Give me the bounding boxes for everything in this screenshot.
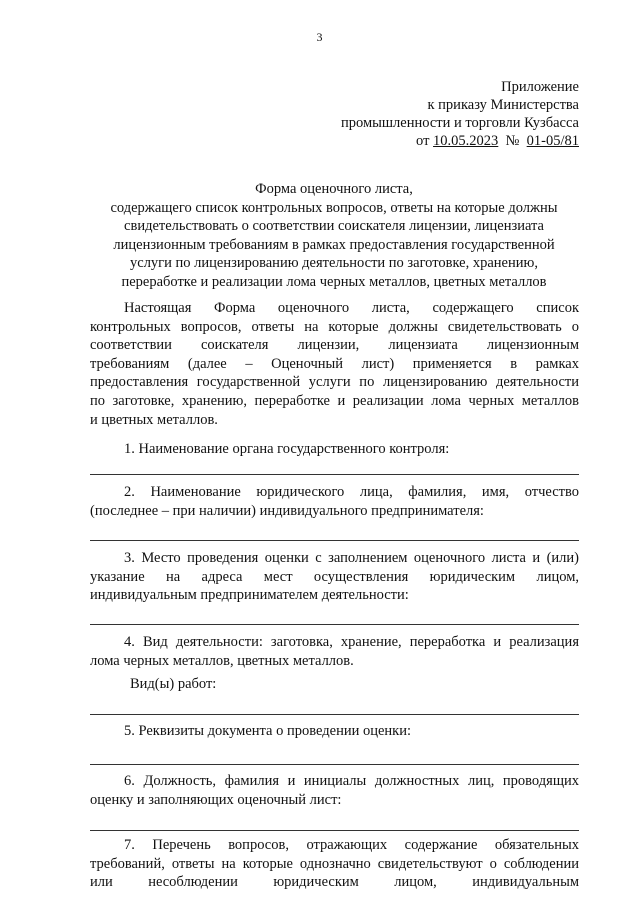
item-5-line: 5. Реквизиты документа о проведении оценки: <box>124 723 412 739</box>
intro-line: требованиям (далее – Оценочный лист) применяется в рамках <box>90 355 579 372</box>
intro-line: контрольных вопросов, ответы на которые должны свидетельствовать о <box>90 318 579 335</box>
item-2 <box>90 483 579 520</box>
fill-line-3 <box>90 624 579 625</box>
item-1-line: 1. Наименование органа государственного контроля: <box>124 441 450 457</box>
date-prefix: от <box>416 133 430 149</box>
appendix-line-1: Приложение <box>501 79 579 95</box>
order-number: 01-05/81 <box>526 133 579 149</box>
item-3-line: индивидуальным предпринимателем деятельности: <box>90 587 409 604</box>
appendix-block <box>341 78 579 150</box>
intro-paragraph <box>90 299 579 429</box>
number-sign: № <box>505 133 520 149</box>
appendix-date-line <box>341 132 579 150</box>
intro-line: и цветных металлов. <box>90 411 218 428</box>
item-6-line: оценку и заполняющих оценочный лист: <box>90 791 342 808</box>
title-line: переработке и реализации лома черных металлов, цветных металлов <box>121 273 547 290</box>
item-3 <box>90 549 579 605</box>
works-label: Вид(ы) работ: <box>130 676 217 692</box>
item-2-line: (последнее – при наличии) индивидуального предпринимателя: <box>90 502 484 519</box>
item-4 <box>90 633 579 670</box>
item-7-line: 7. Перечень вопросов, отражающих содержание обязательных <box>124 837 579 853</box>
item-3-line: 3. Место проведения оценки с заполнением оценочного листа и (или) <box>124 550 579 566</box>
title-line: свидетельствовать о соответствии соискателя лицензии, лицензиата <box>124 218 544 235</box>
order-date: 10.05.2023 <box>433 133 499 149</box>
title-line: лицензионным требованиям в рамках предоставления государственной <box>113 236 555 253</box>
appendix-line-3: промышленности и торговли Кузбасса <box>340 115 579 131</box>
item-5 <box>90 722 579 741</box>
item-4-line: 4. Вид деятельности: заготовка, хранение, переработка и реализация <box>124 634 579 650</box>
item-4-works <box>90 675 579 694</box>
item-7-line: или несоблюдении юридическим лицом, индивидуальным <box>90 874 579 891</box>
fill-line-4 <box>90 714 579 715</box>
item-6 <box>90 772 579 809</box>
intro-line: по заготовке, хранению, переработке и реализации лома черных металлов <box>90 392 579 409</box>
appendix-line-2: к приказу Министерства <box>427 97 579 113</box>
fill-line-5 <box>90 764 579 765</box>
title-line: Форма оценочного листа, <box>255 181 413 197</box>
item-6-line: 6. Должность, фамилия и инициалы должностных лиц, проводящих <box>124 773 579 789</box>
fill-line-1 <box>90 474 579 475</box>
intro-line: соответствии соискателя лицензии, лицензиата лицензионным <box>90 337 579 354</box>
intro-line: Настоящая Форма оценочного листа, содержащего список <box>124 300 579 316</box>
item-3-line: указание на адреса мест осуществления юридическим лицом, <box>90 568 579 585</box>
fill-line-6 <box>90 830 579 831</box>
intro-line: предоставления государственной услуги по лицензированию деятельности <box>90 374 579 391</box>
page-number: 3 <box>316 30 323 44</box>
title-line: услуги по лицензированию деятельности по заготовке, хранению, <box>130 255 538 272</box>
item-1 <box>90 440 579 459</box>
title-line: содержащего список контрольных вопросов, ответы на которые должны <box>110 199 558 216</box>
fill-line-2 <box>90 540 579 541</box>
item-4-line: лома черных металлов, цветных металлов. <box>90 652 354 669</box>
form-title <box>88 180 580 292</box>
item-7 <box>90 836 579 892</box>
item-7-line: требований, ответы на которые однозначно свидетельствуют о соблюдении <box>90 855 579 872</box>
item-2-line: 2. Наименование юридического лица, фамилия, имя, отчество <box>124 484 579 500</box>
